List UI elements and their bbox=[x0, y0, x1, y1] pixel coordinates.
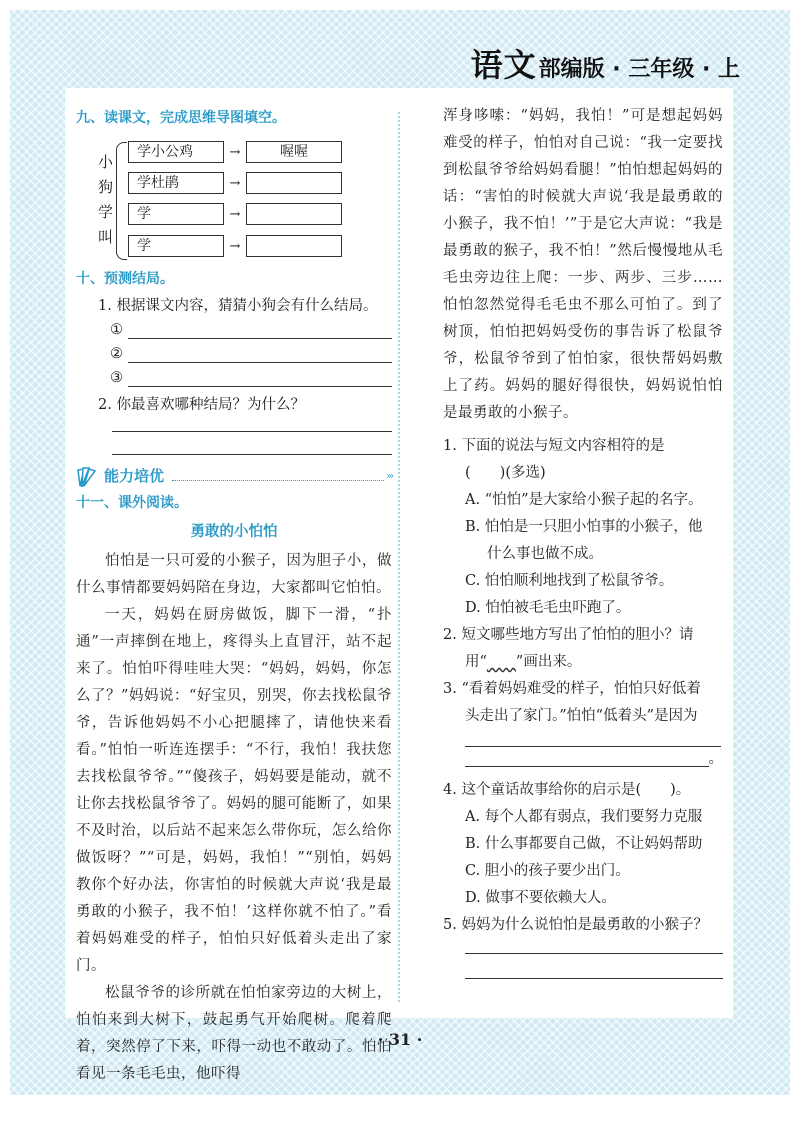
q2-pre: 用“ bbox=[465, 654, 487, 670]
option-item: B. 什么事都要自己做，不让妈妈帮助 bbox=[465, 836, 703, 852]
question-11-4: 4. 这个童话故事给你的启示是( )。 bbox=[443, 782, 691, 798]
mind-map-row bbox=[128, 234, 342, 258]
mind-map-root bbox=[98, 150, 116, 250]
header-subject: 语文 bbox=[470, 46, 537, 84]
sound-box: 喔喔 bbox=[246, 141, 342, 163]
answer-line-input[interactable] bbox=[465, 766, 709, 767]
sound-answer-box[interactable] bbox=[246, 172, 342, 194]
answer-line-input[interactable] bbox=[112, 454, 392, 455]
ability-badge bbox=[76, 463, 392, 490]
badge-title: 能力培优 bbox=[104, 467, 165, 485]
arrow-right-icon: → bbox=[229, 175, 241, 191]
question-10-2: 2. 你最喜欢哪种结局？为什么？ bbox=[98, 397, 305, 413]
question-11-2: 2. 短文哪些地方写出了怕怕的胆小？请 bbox=[443, 627, 694, 643]
mind-map-row bbox=[128, 202, 342, 226]
story-paragraph: 一天，妈妈在厨房做饭，脚下一滑，“扑通”一声摔倒在地上，疼得头上直冒汗，站不起来了。怕怕吓得哇哇大哭：“妈妈，妈妈，你怎么了？”妈妈说：“好宝贝，别哭，你去找松鼠爷爷，告诉他妈妈不小心把腿摔了，请他快来看看。”怕怕一听连连摆手：“不行，我怕！我扶您去找松鼠爷爷。”“傻孩子，妈妈要是能动，就不让你去找松鼠爷爷了。妈妈的腿可能断了，如果不及时治，以后站不起来怎么带你玩，怎么给你做饭呀？”“可是，妈妈，我怕！”“别怕，妈妈教你个好办法，你害怕的时候就大声说‘我是最勇敢的小猴子，我不怕！’这样你就不怕了。”看着妈妈难受的样子，怕怕只好低着头走出了家门。 bbox=[76, 607, 392, 974]
enum-marker: ① bbox=[110, 322, 123, 338]
story-paragraph: 松鼠爷爷的诊所就在怕怕家旁边的大树上，怕怕来到大树下，鼓起勇气开始爬树。爬着爬着，突然停了下来，吓得一动也不敢动了。怕怕看见一条毛毛虫，他吓得 bbox=[76, 985, 392, 1082]
root-char: 叫 bbox=[98, 228, 114, 246]
answer-line-input[interactable] bbox=[128, 386, 392, 387]
section-9-title: 九、读课文，完成思维导图填空。 bbox=[76, 110, 286, 126]
period: 。 bbox=[708, 751, 723, 767]
brace-bracket bbox=[116, 142, 127, 260]
question-10-1: 1. 根据课文内容，猜猜小狗会有什么结局。 bbox=[98, 298, 378, 314]
question-11-3: 3. “看着妈妈难受的样子，怕怕只好低着 bbox=[443, 681, 701, 697]
mind-map-row bbox=[128, 171, 342, 195]
answer-line-input[interactable] bbox=[128, 362, 392, 363]
question-11-5: 5. 妈妈为什么说怕怕是最勇敢的小猴子？ bbox=[443, 917, 708, 933]
option-item: A. “怕怕”是大家给小猴子起的名字。 bbox=[465, 492, 703, 508]
q2-post: ”画出来。 bbox=[515, 654, 582, 670]
imitate-box: 学小公鸡 bbox=[128, 141, 224, 163]
question-11-1: 1. 下面的说法与短文内容相符的是 bbox=[443, 438, 665, 454]
root-char: 狗 bbox=[98, 178, 114, 196]
mind-map bbox=[76, 138, 392, 266]
option-item: C. 胆小的孩子要少出门。 bbox=[465, 863, 630, 879]
section-11-title: 十一、课外阅读。 bbox=[76, 495, 188, 511]
dotted-rule bbox=[172, 480, 384, 481]
left-column bbox=[76, 105, 392, 1088]
question-11-2-cont bbox=[443, 649, 723, 676]
page-number: · 31 · bbox=[377, 1030, 423, 1049]
sound-answer-box[interactable] bbox=[246, 235, 342, 257]
option-item: D. 做事不要依赖大人。 bbox=[465, 890, 616, 906]
imitate-answer-box[interactable]: 学 bbox=[128, 203, 224, 225]
fan-icon bbox=[76, 466, 102, 488]
header-edition: 部编版 · 三年级 · 上 bbox=[538, 57, 740, 82]
wavy-underline-sample bbox=[487, 654, 516, 670]
arrow-right-icon: → bbox=[229, 144, 241, 160]
story-title: 勇敢的小怕怕 bbox=[190, 524, 278, 540]
answer-line-input[interactable] bbox=[128, 338, 392, 339]
sound-answer-box[interactable] bbox=[246, 203, 342, 225]
page-header bbox=[471, 40, 740, 86]
mind-map-row bbox=[128, 140, 342, 164]
right-column bbox=[443, 103, 723, 979]
option-item: A. 每个人都有弱点，我们要努力克服 bbox=[465, 809, 703, 825]
column-divider bbox=[398, 112, 400, 1002]
answer-line-row bbox=[465, 747, 723, 773]
imitate-answer-box[interactable]: 学 bbox=[128, 235, 224, 257]
story-paragraph: 怕怕是一只可爱的小猴子，因为胆子小，做什么事情都要妈妈陪在身边，大家都叫它怕怕。 bbox=[76, 553, 392, 596]
section-10-title: 十、预测结局。 bbox=[76, 271, 174, 287]
story-continued: 浑身哆嗦：“妈妈，我怕！”可是想起妈妈难受的样子，怕怕对自己说：“我一定要找到松鼠爷爷给妈妈看腿！”怕怕想起妈妈的话：“害怕的时候就大声说‘我是最勇敢的小猴子，我不怕！’”于是它大声说：“我是最勇敢的猴子，我不怕！”然后慢慢地从毛毛虫旁边往上爬：一步、两步、三步……怕怕忽然觉得毛毛虫不那么可怕了。到了树顶，怕怕把妈妈受伤的事告诉了松鼠爷爷，松鼠爷爷到了怕怕家，很快帮妈妈敷上了药。妈妈的腿好得很快，妈妈说怕怕是最勇敢的小猴子。 bbox=[443, 108, 723, 421]
root-char: 学 bbox=[98, 203, 114, 221]
chevrons-icon: ››› bbox=[386, 471, 392, 482]
answer-line bbox=[76, 368, 392, 392]
root-char: 小 bbox=[98, 153, 114, 171]
answer-blank[interactable]: ( )(多选) bbox=[465, 465, 546, 481]
option-item: C. 怕怕顺利地找到了松鼠爷爷。 bbox=[465, 573, 674, 589]
option-item-cont: 什么事也做不成。 bbox=[487, 546, 603, 562]
enum-marker: ② bbox=[110, 346, 123, 362]
option-item: D. 怕怕被毛毛虫吓跑了。 bbox=[465, 600, 631, 616]
answer-line-input[interactable] bbox=[465, 978, 723, 979]
option-item: B. 怕怕是一只胆小怕事的小猴子，他 bbox=[465, 519, 703, 535]
imitate-box: 学杜鹃 bbox=[128, 172, 224, 194]
question-11-3-cont: 头走出了家门。”怕怕“低着头”是因为 bbox=[465, 708, 698, 724]
arrow-right-icon: → bbox=[229, 238, 241, 254]
enum-marker: ③ bbox=[110, 370, 123, 386]
arrow-right-icon: → bbox=[229, 206, 241, 222]
